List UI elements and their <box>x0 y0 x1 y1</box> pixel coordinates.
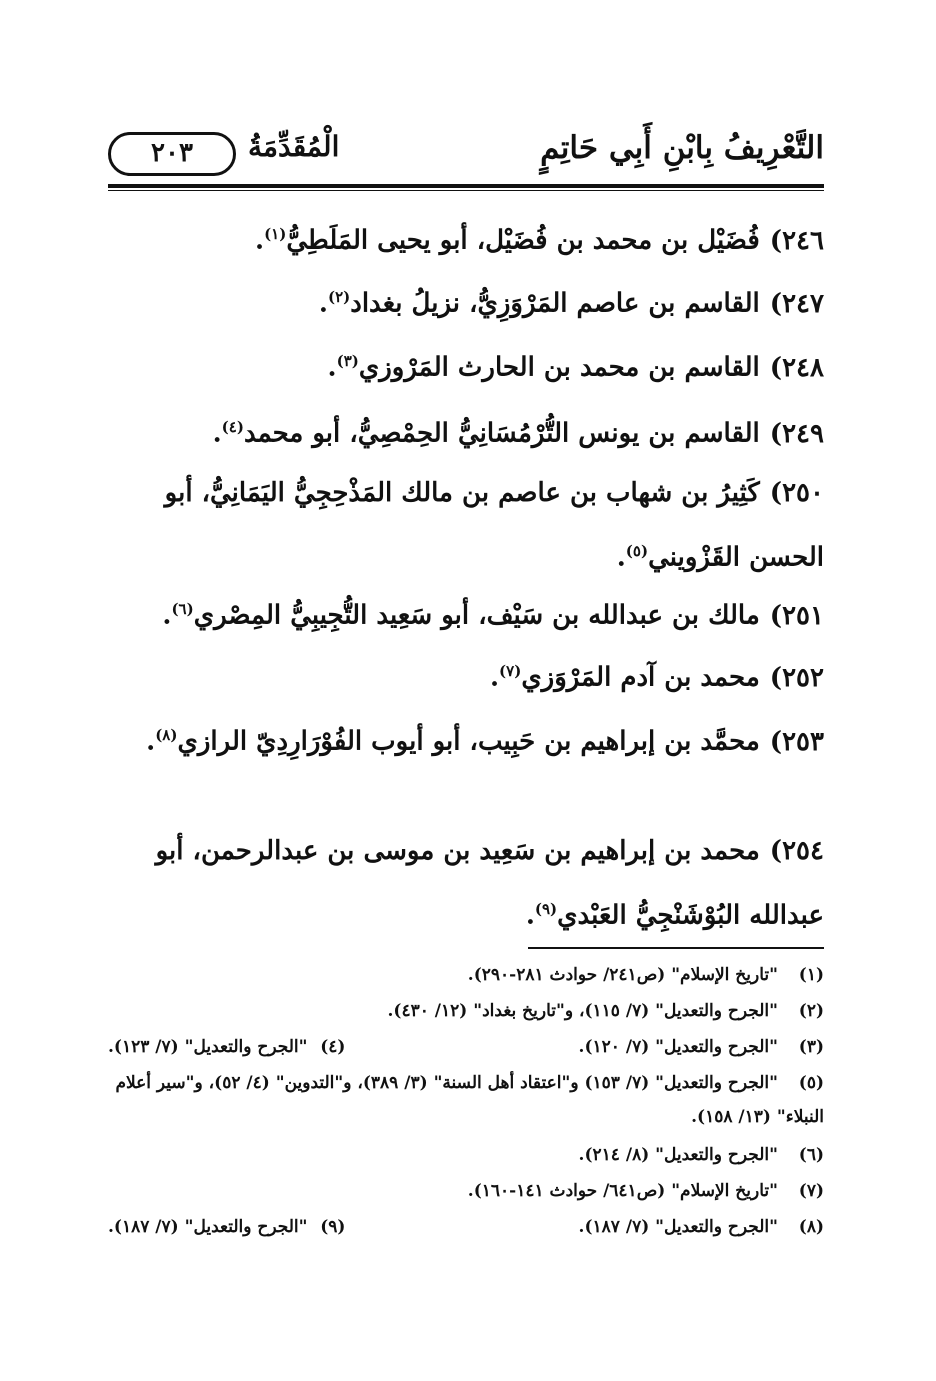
entry-number: ٢٤٨) <box>769 352 824 383</box>
footnote-9 <box>108 1210 345 1244</box>
entry-number: ٢٤٦) <box>769 225 824 256</box>
footnote-number: (٤) <box>320 1037 346 1057</box>
section-title: الْمُقَدِّمَةُ <box>248 130 340 163</box>
footnote-separator <box>528 947 824 949</box>
footnote-1 <box>108 958 824 992</box>
header-rule-thin <box>108 190 824 191</box>
footnote-ref: (٦) <box>171 600 194 618</box>
entry-text: كَثِيرُ بن شهاب بن عاصم بن مالك المَذْحِجِيُّ اليَمَانِيُّ، أبو الحسن القَزْويني <box>164 478 824 573</box>
entry-text: القاسم بن محمد بن الحارث المَرْوزي <box>358 352 760 383</box>
entry-number: ٢٥٢) <box>769 662 824 693</box>
footnote-text: "الجرح والتعديل" (٧/ ١٨٧). <box>108 1217 308 1237</box>
entry-251: ٢٥١)مالك بن عبدالله بن سَيْف، أبو سَعِيد التُّجِيبِيُّ المِصْري$^{(٦)}$. <box>162 600 824 631</box>
footnote-3-4 <box>108 1030 824 1064</box>
footnote-text: "الجرح والتعديل" (٨/ ٢١٤). <box>578 1145 778 1165</box>
entry-number: ٢٥١) <box>769 600 824 631</box>
footnote-ref: (٧) <box>499 662 522 680</box>
footnote-text: "تاريخ الإسلام" (ص٢٤١/ حوادث ٢٨١-٢٩٠). <box>467 965 778 985</box>
entry-text: محمَّد بن إبراهيم بن حَبِيب، أبو أيوب الفُوْرَارِدِيّ الرازي <box>177 726 760 757</box>
footnote-7 <box>108 1174 824 1208</box>
entry-254: ٢٥٤)محمد بن إبراهيم بن سَعِيد بن موسى بن عبدالرحمن، أبو عبدالله البُوْشَنْجِيُّ العَبْدي$^{(٩)}$. <box>155 836 824 931</box>
entry-text: فُضَيْل بن محمد بن فُضَيْل، أبو يحيى المَلَطِيُّ <box>286 225 760 256</box>
footnote-number: (٣) <box>798 1037 824 1057</box>
entry-number: ٢٤٩) <box>769 418 824 449</box>
footnote-5 <box>108 1066 824 1134</box>
footnote-text: "الجرح والتعديل" (٧/ ١٢٠). <box>578 1037 778 1057</box>
entry-text: محمد بن إبراهيم بن سَعِيد بن موسى بن عبدالرحمن، أبو عبدالله البُوْشَنْجِيُّ العَبْدي <box>155 836 824 931</box>
footnote-8-9 <box>108 1210 824 1244</box>
header-rule <box>108 184 824 188</box>
entry-number: ٢٥٤) <box>769 836 824 866</box>
footnote-text: "الجرح والتعديل" (٧/ ١٨٧). <box>578 1217 778 1237</box>
footnote-ref: (٨) <box>155 726 178 744</box>
footnote-number: (٨) <box>798 1217 824 1237</box>
entry-250: ٢٥٠)كَثِيرُ بن شهاب بن عاصم بن مالك المَذْحِجِيُّ اليَمَانِيُّ، أبو الحسن القَزْويني$^{(٥)}$. <box>164 478 824 573</box>
footnote-number: (٦) <box>798 1145 824 1165</box>
footnote-ref: (٤) <box>221 418 244 436</box>
entry-text: مالك بن عبدالله بن سَيْف، أبو سَعِيد التُّجِيبِيُّ المِصْري <box>193 600 760 631</box>
entry-text: القاسم بن يونس التُّرْمُسَانِيُّ الحِمْصِيُّ، أبو محمد <box>243 418 760 449</box>
footnote-text: "الجرح والتعديل" (٧/ ١٥٣) و"اعتقاد أهل السنة" (٣/ ٣٨٩)، و"التدوين" (٤/ ٥٢)، و"سير أعلام النبلاء" (١٣/ ١٥٨). <box>115 1073 824 1127</box>
footnote-number: (٥) <box>798 1073 824 1093</box>
entry-248: ٢٤٨)القاسم بن محمد بن الحارث المَرْوزي$^{(٣)}$. <box>327 352 824 383</box>
footnote-ref: (١) <box>264 225 287 243</box>
footnote-text: "الجرح والتعديل" (٧/ ١٢٣). <box>108 1037 308 1057</box>
footnote-number: (١) <box>798 965 824 985</box>
page-number-badge: ٢٠٣ <box>108 132 236 176</box>
entry-text: محمد بن آدم المَرْوَزي <box>521 662 760 693</box>
footnote-number: (٢) <box>798 1001 824 1021</box>
book-title: التَّعْرِيفُ بِابْنِ أَبِي حَاتِمٍ <box>540 130 824 166</box>
entry-246: ٢٤٦)فُضَيْل بن محمد بن فُضَيْل، أبو يحيى المَلَطِيُّ$^{(١)}$. <box>255 225 824 256</box>
page-header <box>108 122 824 184</box>
footnote-ref: (٥) <box>625 542 649 560</box>
footnote-ref: (٩) <box>534 900 558 918</box>
entry-247: ٢٤٧)القاسم بن عاصم المَرْوَزِيُّ، نزيلُ بغداد$^{(٢)}$. <box>318 288 824 319</box>
footnote-4 <box>108 1030 345 1064</box>
footnote-number: (٧) <box>798 1181 824 1201</box>
entry-text: القاسم بن عاصم المَرْوَزِيُّ، نزيلُ بغداد <box>350 288 760 319</box>
entry-number: ٢٥٣) <box>769 726 824 757</box>
footnote-ref: (٣) <box>336 352 359 370</box>
entry-249: ٢٤٩)القاسم بن يونس التُّرْمُسَانِيُّ الحِمْصِيُّ، أبو محمد$^{(٤)}$. <box>212 418 824 449</box>
entry-252: ٢٥٢)محمد بن آدم المَرْوَزي$^{(٧)}$. <box>489 662 824 693</box>
footnote-ref: (٢) <box>327 288 351 306</box>
footnote-number: (٩) <box>320 1217 346 1237</box>
footnote-2 <box>108 994 824 1028</box>
entry-number: ٢٥٠) <box>769 478 824 508</box>
footnote-6 <box>108 1138 824 1172</box>
footnote-text: "تاريخ الإسلام" (ص٦٤١/ حوادث ١٤١-١٦٠). <box>467 1181 778 1201</box>
footnote-text: "الجرح والتعديل" (٧/ ١١٥)، و"تاريخ بغداد" (١٢/ ٤٣٠). <box>387 1001 778 1021</box>
entry-number: ٢٤٧) <box>769 288 824 319</box>
entry-253: ٢٥٣)محمَّد بن إبراهيم بن حَبِيب، أبو أيوب الفُوْرَارِدِيّ الرازي$^{(٨)}$. <box>146 726 824 757</box>
